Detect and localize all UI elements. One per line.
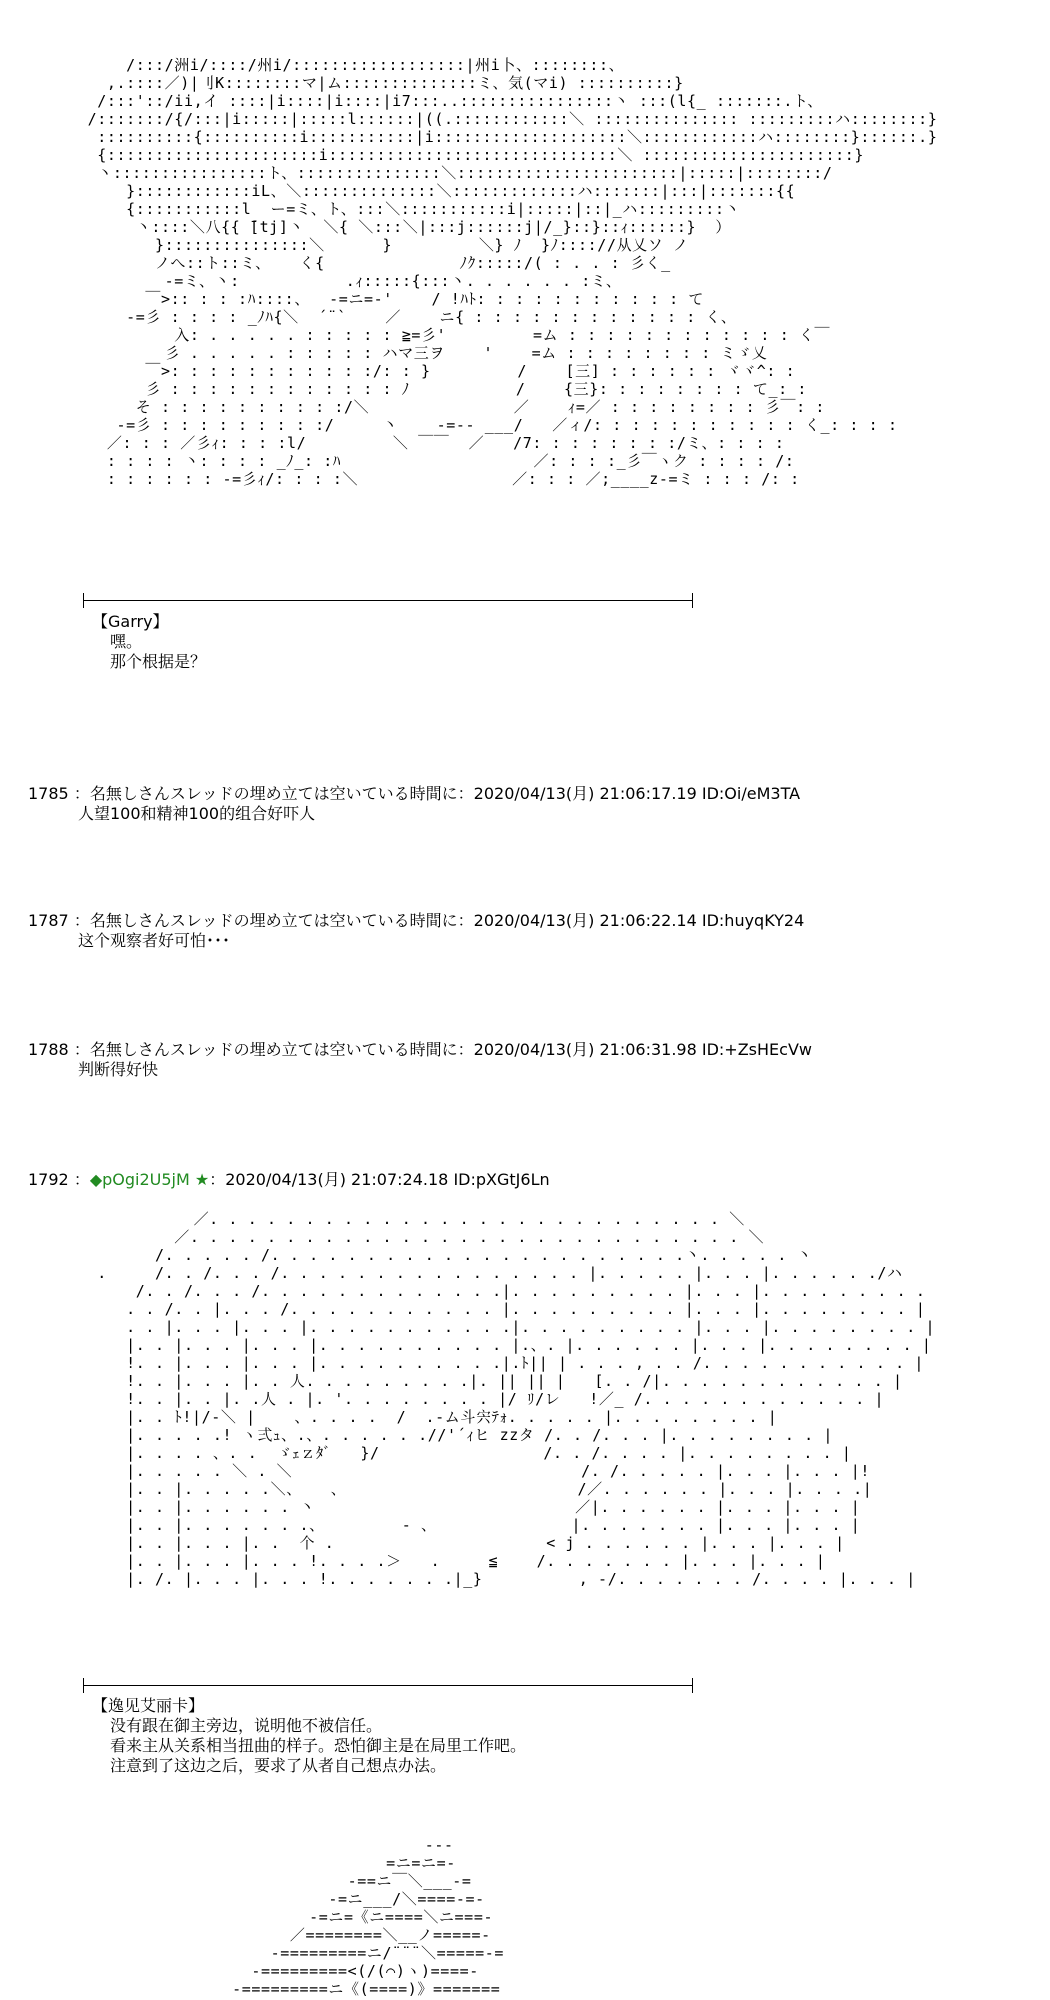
post-header xyxy=(28,1170,550,1190)
caption-garry xyxy=(92,612,206,672)
ascii-art-garry: /:::/洲i/::::/州i/::::::::::::::::::|州i卜、::::::::、 ,.::::／)|刂K::::::::マ|ム::::::::::::::ミ、気(マi) ::::::::::} /:::'::/ii,イ ::::|i::::|i::::|i7:::..::::::::::::::::丶 :::(l{_ :::::::.ト、 /:::::::/{/:::|i:::::|:::::l::::::|((.::::::::::::＼ ::::::::::::::: :::::::::ハ::::::::} ::::::::::{::::::::::i:::::::::::|i::::::::::::::::::::＼::::::::::::ハ::::::::}::::::.} {::::::::::::::::::::::i::::::::::::::::::::::::::::::＼ ::::::::::::::::::::::} 丶::::::::::::::::ト、:::::::::::::::＼:::::::::::::::::::::::|:::::|::::::::/ }::::::::::::iL、＼::::::::::::::＼:::::::::::::ハ:::::::|:::|:::::::{{ {:::::::::::l ー=ミ、ト、:::＼:::::::::::i|:::::|::|_ハ:::::::::丶 丶::::＼八{{ ̄[tj]丶 ＼{ ＼:::＼|:::j::::::j|/_}::}::ｨ::::::} ） }:::::::::::::::＼ } ＼} ﾉ }ﾉ:::://从乂ソ ノ ノへ::ト::ミ、 く{ ﾉｸ:::::/( : . . : 彡く_ -=ミ、丶: .ｨ:::::{:::丶. . . . . . :ミ、 ￣>:: : : :ﾊ::::、 ‐=ニ=‐' / !ﾊﾄ: : : : : : : : : : : て ‐=彡 : : : : _ﾉﾊ{＼ ´¨` ／ ニ{ : : : : : : : : : : : : く、 入: . . . . . : : : : : ≧=彡' =ム : : : : : : : : : : : : く￣ 彡 . . . . . : : : : : ハマ三ヲ ' =ム : : : : : : : : ミゞ乂 ￣>: : : : : : : : : : :/: : } / [三] : : : : : : ヾヾ^: : 彡 : : : : : : : : : : : : ﾉ / {三}: : : : : : : : て_: : そ : : : : : : : : : :/＼ ／ ｨ=／ : : : : : : : : 彡￣: : ‐=彡 : : : : : : : : :/ 丶 ‐=-‐ ___/ ／ィ/: : : : : : : : : : : く_: : : : ／: : : ／彡ｨ: : : :l/ ＼ ￣￣ ／ /7: : : : : : : :/ミ、: : : : : : : : 丶: : : : _ﾉ_: :ﾊ ／: : : :_彡￣ヽク : : : : /: : : : : : : ‐=彡ｨ/: : : :＼ ／: : : ／;____z‐=ミ : : : /: : xyxy=(87,56,938,488)
poster-trip: ◆pOgi2U5jM xyxy=(89,1170,190,1189)
poster-name: 名無しさんスレッドの埋め立ては空いている時間に xyxy=(89,784,458,803)
post-date: ：2020/04/13(月) 21:06:31.98 xyxy=(457,1040,697,1059)
post-header xyxy=(28,911,804,931)
post-header xyxy=(28,1040,812,1060)
poster-name: 名無しさんスレッドの埋め立ては空いている時間に xyxy=(89,911,458,930)
divider-rule xyxy=(83,600,693,601)
post-body: 人望100和精神100的组合好吓人 xyxy=(78,804,316,823)
caption-line: 看来主从关系相当扭曲的样子。恐怕御主是在局里工作吧。 xyxy=(110,1736,527,1755)
post-date: ：2020/04/13(月) 21:06:17.19 xyxy=(457,784,697,803)
caption-line: 注意到了这边之后，要求了从者自己想点办法。 xyxy=(110,1756,447,1775)
caption-line: 那个根据是？ xyxy=(110,652,207,671)
ascii-art-helmet: --- =ニ=ニ=- -==ニ￣＼___-= -=ニ___/＼====-=- ‐=ニ=《ニ====＼ニ===- ／========＼__ノ=====- -=========ニ/¨¨¨＼=====-= -=========<(/(⌒)ヽ)====- -=========ニ《(====)》======= xyxy=(232,1836,505,1998)
post-body: 判断得好快 xyxy=(78,1060,159,1079)
post-number[interactable]: 1792 xyxy=(28,1170,69,1189)
poster-id: ID:huyqKY24 xyxy=(701,911,805,930)
poster-id: ID:Oi/eM3TA xyxy=(701,784,801,803)
post-date: ：2020/04/13(月) 21:06:22.14 xyxy=(457,911,697,930)
post-separator: ： xyxy=(73,1040,90,1059)
post-separator: ： xyxy=(73,784,90,803)
post-number[interactable]: 1787 xyxy=(28,911,69,930)
ascii-art-erika: ／. . . . . . . . . . . . . . . . . . . . . . . . . . . ＼ ／. . . . . . . . . . . . . . . . . . . . . . . . . . . . . ＼ /. . . . . /. . . . . . . . . . . . . . . . . . . . . .丶. . . . . 丶 . /. . /. . . /. . . . . . . . . . . . . . . . |. . . . . |. . . |. . . . . ./ハ /. . /. . . /. . . . . . . . . . . . .|. . . . . . . . . |. . . |. . . . . . . . . . . /. . |. . . /. . . . . . . . . . . |. . . . . . . . . |. . . |. . . . . . . . | . . |. . . |. . . |. . . . . . . . . . .|. . . . . . . . . |. . . |. . . . . . . . | |. . |. . . |. . . |. . . . . . . . . . |.、. |. . . . . . |. . . |. . . . . . . . | !. . |. . . |. . . |. . . . . . . . . .|.ﾄ|| | . . . , . . /. . . . . . . . . . . | !. . |. . . |. . 人. . . . . . . . .|. || || | [. . /|. . . . . . . . . . . . | !. . |. . |. .人 . |. '. . . . . . . . |/ ﾘ/レ !／_ /. . . . . . . . . . . . | |. . ﾄ!|/‐＼ | 、. . . . / .‐ム斗宍ﾃｫ. . . . . |. . . . . . . . | |. . . . .! ヽ弍ｭ、.、. . . . . .//'´ｨヒ zzタ /. . /. . . |. . . . . . . . | |. . . . 、. . ゞｪｚﾀﾞ }/ /. . /. . . . |. . . . . . . . | |. . . . . ＼ . ＼ /. /. . . . . |. . . |. . . |! |. . |. . . . .＼、 、 /／. . . . . . |. . . |. . . .| |. . |. . . . . . 丶 ／|. . . . . . |. . . |. . . | |. . |. . . . . . .、 ‐ 、 |. . . . . . . |. . . |. . . | |. . |. . . |. . 个 . < j . . . . . . |. . . |. . . | |. . |. . . |. . . !. . . .＞ . ≦ /. . . . . . . |. . . |. . . | |. /. |. . . |. . . !. . . . . . .|_} , ‐/. . . . . . . /. . . . |. . . | xyxy=(97,1210,936,1588)
poster-name: 名無しさんスレッドの埋め立ては空いている時間に xyxy=(89,1040,458,1059)
post-body: 这个观察者好可怕･･･ xyxy=(78,931,231,950)
speaker-name: 【逸见艾丽卡】 xyxy=(92,1696,205,1715)
poster-id: ID:+ZsHEcVw xyxy=(701,1040,812,1059)
divider-rule xyxy=(83,1685,693,1686)
post-number[interactable]: 1785 xyxy=(28,784,69,803)
speaker-name: 【Garry】 xyxy=(92,612,169,631)
caption-line: 嘿。 xyxy=(110,632,143,651)
caption-erika xyxy=(92,1696,526,1776)
post-separator: ： xyxy=(73,1170,90,1189)
star-icon: ★ xyxy=(194,1170,210,1189)
post-date: ：2020/04/13(月) 21:07:24.18 xyxy=(209,1170,449,1189)
post-separator: ： xyxy=(73,911,90,930)
post-header xyxy=(28,784,800,804)
poster-id: ID:pXGtJ6Ln xyxy=(453,1170,550,1189)
post-number[interactable]: 1788 xyxy=(28,1040,69,1059)
caption-line: 没有跟在御主旁边，说明他不被信任。 xyxy=(110,1716,383,1735)
